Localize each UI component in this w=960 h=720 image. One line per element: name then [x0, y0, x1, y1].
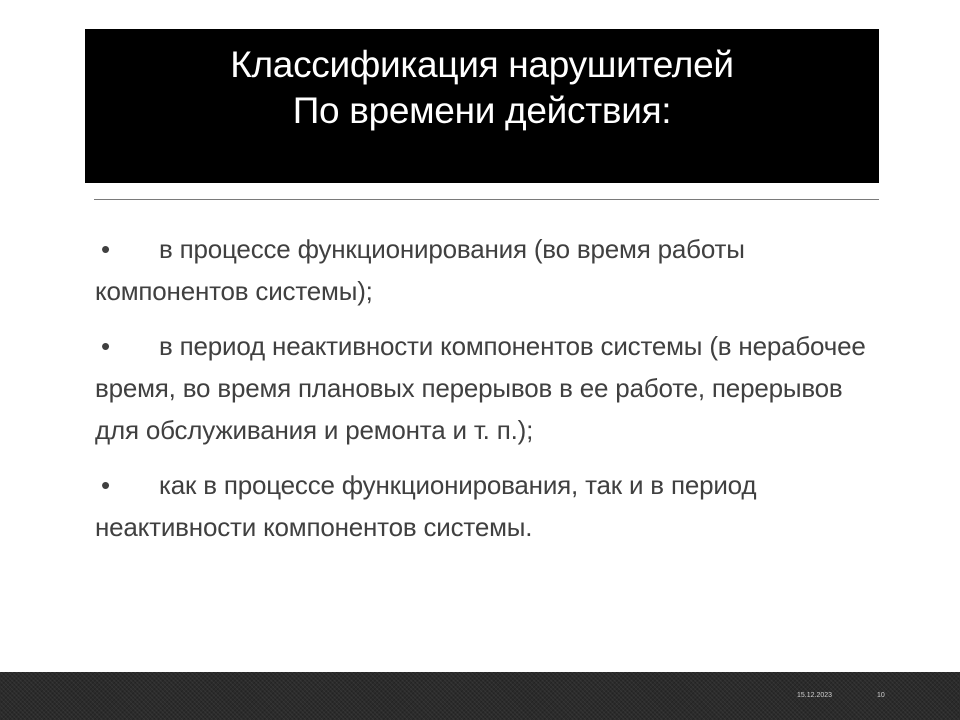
- bullet-item: [95, 325, 885, 451]
- slide-subtitle: По времени действия:: [292, 90, 672, 131]
- divider-line: [94, 199, 879, 200]
- bullet-text: в период неактивности компонентов системы (в нерабочее время, во время плановых перерывов в ее работе, перерывов для обслуживания и ремонта и т. п.);: [95, 331, 866, 445]
- slide-title: Классификация нарушителей: [230, 44, 734, 85]
- title-box: [85, 29, 879, 183]
- page-number: 10: [877, 692, 885, 699]
- bullet-icon: •: [101, 470, 110, 500]
- bullet-item: [95, 228, 885, 312]
- bullet-icon: •: [101, 331, 110, 361]
- bullet-icon: •: [101, 234, 110, 264]
- bullet-text: как в процессе функционирования, так и в период неактивности компонентов системы.: [95, 470, 757, 542]
- footer-bar: [0, 672, 960, 720]
- bullet-item: [95, 464, 885, 548]
- footer-date: 15.12.2023: [797, 692, 833, 699]
- bullet-list: [95, 228, 885, 561]
- bullet-text: в процессе функционирования (во время работы компонентов системы);: [95, 234, 745, 306]
